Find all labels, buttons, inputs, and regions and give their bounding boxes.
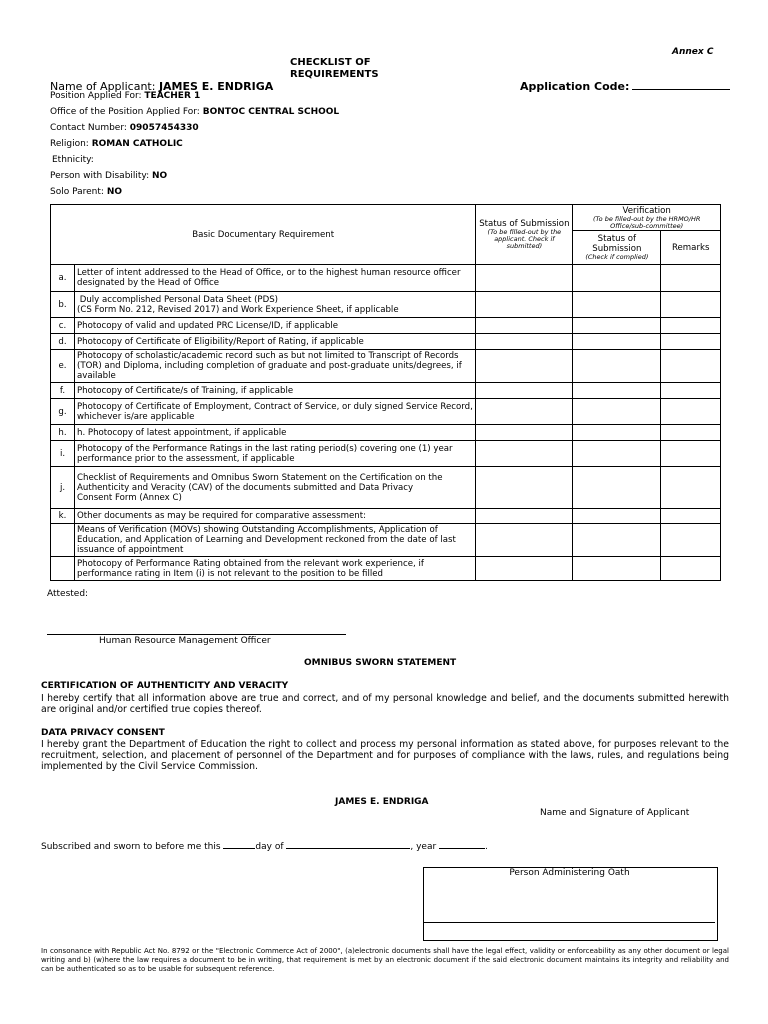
- info-label: Contact Number:: [50, 123, 127, 133]
- dpc-heading: DATA PRIVACY CONSENT: [41, 728, 165, 738]
- status-cell[interactable]: [476, 265, 573, 292]
- application-code-label: Application Code:: [520, 80, 630, 93]
- verify-cell[interactable]: [573, 318, 661, 334]
- dpc-text: I hereby grant the Department of Education the right to collect and process my personal information as stated above, for purposes relevant to the recruitment, selection, and placement of personnel of the Department and for purposes of compliance with the laws, rules, and regulations being implemented by the Civil Service Commission.: [41, 739, 729, 772]
- row-text: Means of Verification (MOVs) showing Outstanding Accomplishments, Application of Education, and Application of Learning and Development reckoned from the date of last issuance of appointment: [75, 524, 476, 557]
- cav-text: I hereby certify that all information above are true and correct, and of my personal knowledge and belief, and the documents submitted herewith are original and/or certified true copies thereof.: [41, 693, 729, 715]
- status-cell[interactable]: [476, 467, 573, 509]
- row-letter: i.: [51, 441, 75, 467]
- verify-cell[interactable]: [573, 425, 661, 441]
- row-text: Photocopy of scholastic/academic record such as but not limited to Transcript of Records (TOR) and Diploma, including completion of graduate and post-graduate units/degrees, if available: [75, 350, 476, 383]
- info-ethnicity: [52, 155, 94, 165]
- application-code: [520, 80, 730, 93]
- verify-cell[interactable]: [573, 441, 661, 467]
- col-status-header: [476, 205, 573, 265]
- info-value: 09057454330: [129, 123, 199, 133]
- omnibus-title: OMNIBUS SWORN STATEMENT: [304, 658, 457, 668]
- row-letter: a.: [51, 265, 75, 292]
- attested-label: Attested:: [47, 589, 89, 599]
- info-office: [50, 107, 339, 117]
- col-status-title: Status of Submission: [479, 219, 570, 229]
- info-label: Position Applied For:: [50, 91, 142, 101]
- month-field[interactable]: [286, 840, 410, 849]
- status-cell[interactable]: [476, 292, 573, 318]
- table-row: [51, 524, 721, 557]
- col-verification-header: [573, 205, 721, 231]
- col-ver-status-title: Status of Submission: [592, 234, 642, 254]
- info-value: TEACHER 1: [144, 91, 201, 101]
- oath-signature-field[interactable]: [424, 922, 715, 939]
- row-text: Photocopy of Certificate of Employment, Contract of Service, or duly signed Service Record, whichever is/are applicable: [75, 399, 476, 425]
- document-title: [290, 57, 379, 81]
- title-line-2: REQUIREMENTS: [290, 69, 379, 80]
- col-verification-title: Verification: [622, 205, 671, 216]
- sworn-text-4: .: [485, 842, 488, 852]
- row-text: h. Photocopy of latest appointment, if applicable: [75, 425, 476, 441]
- info-religion: [50, 139, 183, 149]
- info-value: NO: [152, 171, 168, 181]
- remarks-cell[interactable]: [661, 399, 721, 425]
- row-letter: h.: [51, 425, 75, 441]
- remarks-cell[interactable]: [661, 467, 721, 509]
- verify-cell[interactable]: [573, 557, 661, 581]
- info-pwd: [50, 171, 167, 181]
- status-cell[interactable]: [476, 350, 573, 383]
- table-row: [51, 467, 721, 509]
- col-requirement-header: Basic Documentary Requirement: [51, 205, 476, 265]
- table-row: [51, 557, 721, 581]
- day-field[interactable]: [223, 840, 255, 849]
- status-cell[interactable]: [476, 383, 573, 399]
- table-row: [51, 334, 721, 350]
- row-letter: j.: [51, 467, 75, 509]
- col-verification-note: (To be filled-out by the HRMO/HR Office/sub-committee): [592, 214, 701, 230]
- name-signature-label: Name and Signature of Applicant: [540, 808, 690, 818]
- info-solo-parent: [50, 187, 122, 197]
- sworn-text-1: Subscribed and sworn to before me this: [41, 842, 224, 852]
- table-row: [51, 318, 721, 334]
- row-text-line1: Checklist of Requirements and Omnibus Sworn Statement on the Certification on the Authenticity and Veracity (CAV) of the documents submitted and Data Privacy: [77, 472, 443, 493]
- row-text-line2: Consent Form (Annex C): [77, 492, 182, 503]
- row-letter: e.: [51, 350, 75, 383]
- table-row: [51, 383, 721, 399]
- row-text: [75, 292, 476, 318]
- year-field[interactable]: [439, 840, 485, 849]
- row-letter: b.: [51, 292, 75, 318]
- applicant-name-value: JAMES E. ENDRIGA: [158, 80, 274, 93]
- row-letter: k.: [51, 509, 75, 524]
- row-text: Photocopy of Performance Rating obtained from the relevant work experience, if performance rating in Item (i) is not relevant to the position to be filled: [75, 557, 476, 581]
- status-cell[interactable]: [476, 441, 573, 467]
- row-letter: [51, 524, 75, 557]
- status-cell[interactable]: [476, 318, 573, 334]
- hrmo-label: Human Resource Management Officer: [99, 636, 271, 646]
- status-cell[interactable]: [476, 425, 573, 441]
- col-ver-status-header: [573, 231, 661, 265]
- verify-cell[interactable]: [573, 334, 661, 350]
- remarks-cell[interactable]: [661, 509, 721, 524]
- applicant-name-label: Name of Applicant:: [50, 80, 156, 93]
- row-text: Photocopy of Certificate of Eligibility/Report of Rating, if applicable: [75, 334, 476, 350]
- table-row: [51, 425, 721, 441]
- col-remarks-header: Remarks: [661, 231, 721, 265]
- info-position: [50, 91, 200, 101]
- table-row: [51, 265, 721, 292]
- col-status-note: (To be filled-out by the applicant. Check if submitted): [487, 228, 562, 250]
- row-text: Photocopy of the Performance Ratings in the last rating period(s) covering one (1) year performance prior to the assessment, if applicable: [75, 441, 476, 467]
- row-text: [75, 467, 476, 509]
- verify-cell[interactable]: [573, 265, 661, 292]
- info-label: Office of the Position Applied For:: [50, 107, 200, 117]
- verify-cell[interactable]: [573, 467, 661, 509]
- info-value: BONTOC CENTRAL SCHOOL: [202, 107, 340, 117]
- status-cell[interactable]: [476, 524, 573, 557]
- requirements-table: [50, 204, 721, 581]
- verify-cell[interactable]: [573, 350, 661, 383]
- remarks-cell[interactable]: [661, 383, 721, 399]
- verify-cell[interactable]: [573, 292, 661, 318]
- status-cell[interactable]: [476, 334, 573, 350]
- remarks-cell[interactable]: [661, 557, 721, 581]
- verify-cell[interactable]: [573, 524, 661, 557]
- verify-cell[interactable]: [573, 509, 661, 524]
- hrmo-signature-line: [47, 634, 346, 635]
- cav-heading: CERTIFICATION OF AUTHENTICITY AND VERACITY: [41, 681, 289, 691]
- row-letter: c.: [51, 318, 75, 334]
- table-header-row: [51, 205, 721, 231]
- row-text: Other documents as may be required for comparative assessment:: [75, 509, 476, 524]
- oath-label: Person Administering Oath: [509, 868, 630, 878]
- col-ver-status-note: (Check if complied): [585, 253, 649, 261]
- status-cell[interactable]: [476, 509, 573, 524]
- verify-cell[interactable]: [573, 383, 661, 399]
- info-label: Solo Parent:: [50, 187, 104, 197]
- remarks-cell[interactable]: [661, 265, 721, 292]
- table-row: [51, 441, 721, 467]
- info-label: Ethnicity:: [52, 155, 94, 165]
- row-letter: d.: [51, 334, 75, 350]
- table-row: [51, 350, 721, 383]
- applicant-signature-name: JAMES E. ENDRIGA: [335, 797, 429, 807]
- remarks-cell[interactable]: [661, 524, 721, 557]
- remarks-cell[interactable]: [661, 292, 721, 318]
- footer-note: In consonance with Republic Act No. 8792 or the "Electronic Commerce Act of 2000", (a)electronic documents shall have the legal effect, validity or enforceability as any other document or legal writing and b) (w)here the law requires a document to be in writing, that requirement is met by an electronic document if the said electronic document maintains its integrity and reliability and can be authenticated so as to be usable for subsequent reference.: [41, 947, 729, 973]
- info-label: Person with Disability:: [50, 171, 150, 181]
- table-row: [51, 509, 721, 524]
- title-line-1: CHECKLIST OF: [290, 57, 371, 68]
- status-cell[interactable]: [476, 557, 573, 581]
- application-code-field[interactable]: [632, 80, 730, 90]
- verify-cell[interactable]: [573, 399, 661, 425]
- info-contact: [50, 123, 199, 133]
- table-row: [51, 399, 721, 425]
- info-value: NO: [106, 187, 122, 197]
- row-text: Letter of intent addressed to the Head of Office, or to the highest human resource officer designated by the Head of Office: [75, 265, 476, 292]
- remarks-cell[interactable]: [661, 334, 721, 350]
- remarks-cell[interactable]: [661, 318, 721, 334]
- row-letter: [51, 557, 75, 581]
- row-letter: f.: [51, 383, 75, 399]
- row-text-line1: Duly accomplished Personal Data Sheet (PDS): [77, 294, 279, 305]
- table-row: [51, 292, 721, 318]
- info-value: ROMAN CATHOLIC: [91, 139, 183, 149]
- remarks-cell[interactable]: [661, 350, 721, 383]
- annex-label: Annex C: [672, 47, 714, 57]
- row-text-line2: (CS Form No. 212, Revised 2017) and Work Experience Sheet, if applicable: [77, 304, 399, 315]
- remarks-cell[interactable]: [661, 425, 721, 441]
- row-text: Photocopy of Certificate/s of Training, if applicable: [75, 383, 476, 399]
- sworn-text-3: , year: [410, 842, 440, 852]
- sworn-statement-line: [41, 840, 488, 852]
- row-text: Photocopy of valid and updated PRC License/ID, if applicable: [75, 318, 476, 334]
- info-label: Religion:: [50, 139, 89, 149]
- status-cell[interactable]: [476, 399, 573, 425]
- row-letter: g.: [51, 399, 75, 425]
- sworn-text-2: day of: [255, 842, 287, 852]
- remarks-cell[interactable]: [661, 441, 721, 467]
